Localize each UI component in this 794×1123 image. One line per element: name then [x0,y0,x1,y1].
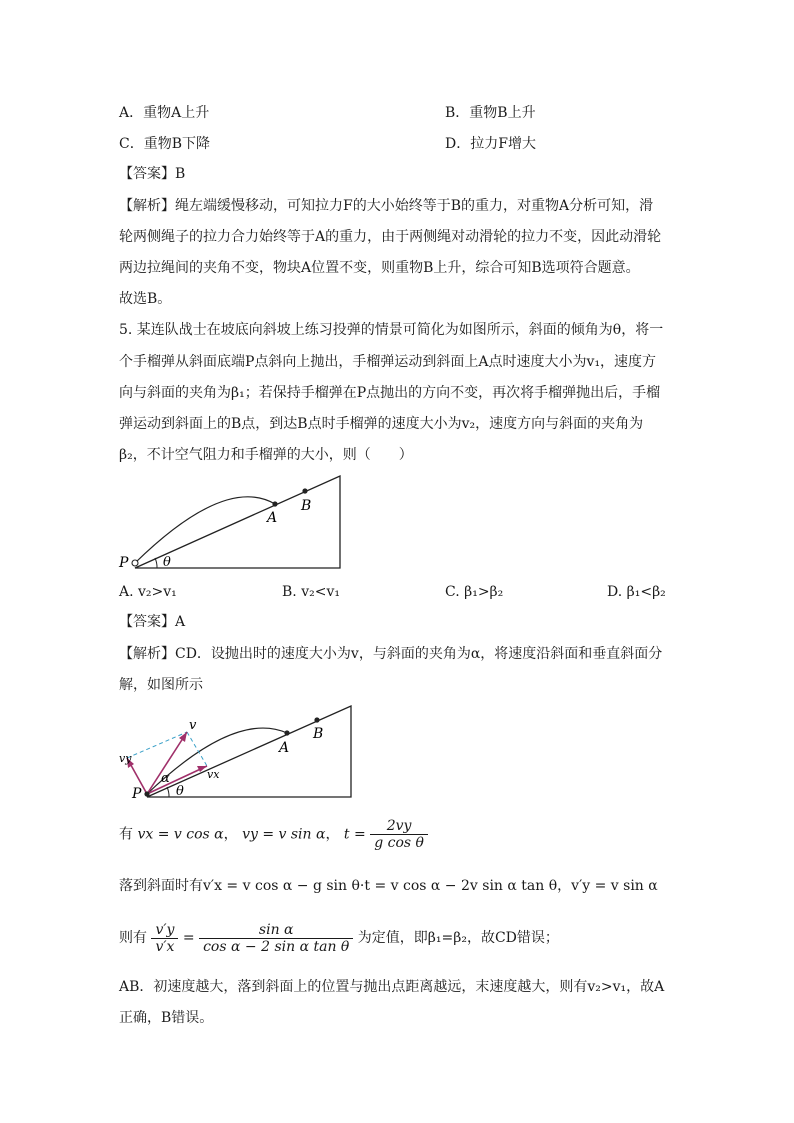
eq1-t-denominator: g cos θ [374,835,424,851]
eq3-lhs-numerator: v′y [151,922,178,939]
point-a [272,501,277,506]
label-a: A [279,740,290,756]
q5-equation-line-2: 落到斜面时有v′x = v cos α − g sin θ·t = v cos α − 2v sin α tan θ，v′y = v sin α [119,878,658,894]
point-a [284,730,289,735]
q5-conclusion-line-2: 正确，B错误。 [119,1010,214,1026]
label-b: B [313,726,324,742]
eq1-t-fraction [370,818,428,851]
q4-answer: 【答案】B [119,166,186,182]
q5-stem-line-2: 个手榴弹从斜面底端P点斜向上抛出，手榴弹运动到斜面上A点时速度大小为v₁，速度方 [119,354,657,370]
label-vy: vy [119,752,132,765]
point-b [314,717,319,722]
theta-arc [155,558,157,568]
label-v: v [189,718,197,733]
q5-incline-figure [115,470,355,575]
q5-option-d: D. β₁<β₂ [607,584,666,600]
q4-analysis-line-1: 【解析】绳左端缓慢移动，可知拉力F的大小始终等于B的重力，对重物A分析可知，滑 [119,198,654,214]
label-theta: θ [176,784,184,799]
q4-option-c: C．重物B下降 [119,136,210,152]
eq1-t-numerator: 2vy [370,818,428,835]
q5-equation-line-3: 则有 $\frac{v'y}{v'x}$ = $\frac{\text{sin α}}{\text{cos α − 2 sin α tan θ}}$ 为定值，即β₁=β₂，故CD错误； [119,921,559,955]
q5-analysis-line-2: 解，如图所示 [119,677,203,693]
eq1-prefix: 有 [119,826,133,843]
q5-option-b: B. v₂<v₁ [282,584,340,600]
q5-stem-line-4: 弹运动到斜面上的B点，到达B点时手榴弹的速度大小为v₂，速度方向与斜面的夹角为 [119,416,644,432]
label-p: P [119,555,129,571]
eq1-vx: vx = v cos α [137,826,224,843]
label-alpha: α [161,771,170,786]
eq3-lhs-fraction [151,922,178,955]
q5-stem-line-3: 向与斜面的夹角为β₁；若保持手榴弹在P点抛出的方向不变，再次将手榴弹抛出后，手榴 [119,385,661,401]
q4-option-a: A．重物A上升 [119,105,210,121]
q5-answer: 【答案】A [119,614,186,630]
eq1-vy: vy = v sin α [242,826,326,843]
point-p [132,560,138,566]
point-b [302,488,307,493]
q5-analysis-line-1: 【解析】CD．设抛出时的速度大小为v，与斜面的夹角为α，将速度沿斜面和垂直斜面分 [119,646,663,662]
q4-analysis-line-2: 轮两侧绳子的拉力合力始终等于A的重力，由于两侧绳对动滑轮的拉力不变，因此动滑轮 [119,229,662,245]
q5-decomposition-figure [115,700,360,805]
q5-option-c: C. β₁>β₂ [445,584,504,600]
trajectory-curve [135,497,278,563]
label-b: B [301,498,312,514]
eq3-rhs-denominator: cos α − 2 sin α tan θ [203,938,350,955]
eq3-rhs-numerator: sin α [199,922,353,939]
q4-analysis-line-4: 故选B。 [119,291,172,307]
q4-option-d: D．拉力F增大 [445,136,536,152]
q5-option-a: A. v₂>v₁ [119,584,177,600]
eq1-t-lhs: t = [343,826,366,843]
v-arrowhead [179,732,187,742]
q5-stem-line-5: β₂，不计空气阻力和手榴弹的大小，则（ ） [119,447,413,463]
eq3-lhs-denominator: v′x [155,938,175,955]
q4-option-b: B．重物B上升 [445,105,536,121]
label-a: A [267,510,278,526]
label-theta: θ [163,555,171,570]
eq3-suffix: 为定值，即β₁=β₂，故CD错误； [357,930,559,946]
eq3-prefix: 则有 [119,930,147,946]
label-vx: vx [207,768,220,781]
eq3-rhs-fraction [199,922,353,955]
q4-analysis-line-3: 两边拉绳间的夹角不变，物块A位置不变，则重物B上升，综合可知B选项符合题意。 [119,260,640,276]
theta-arc [167,787,169,797]
point-p [144,791,149,796]
q5-conclusion-line-1: AB．初速度越大，落到斜面上的位置与抛出点距离越远，末速度越大，则有v₂>v₁，故A [119,979,665,995]
q5-stem-line-1: 5. 某连队战士在坡底向斜坡上练习投弹的情景可简化为如图所示，斜面的倾角为θ，将一 [119,322,664,338]
q5-equation-line-1: 有 vx = v cos α， vy = v sin α， t = $\frac{2vy}{\text{g cos θ}}$ [119,818,428,851]
label-p: P [132,786,142,802]
